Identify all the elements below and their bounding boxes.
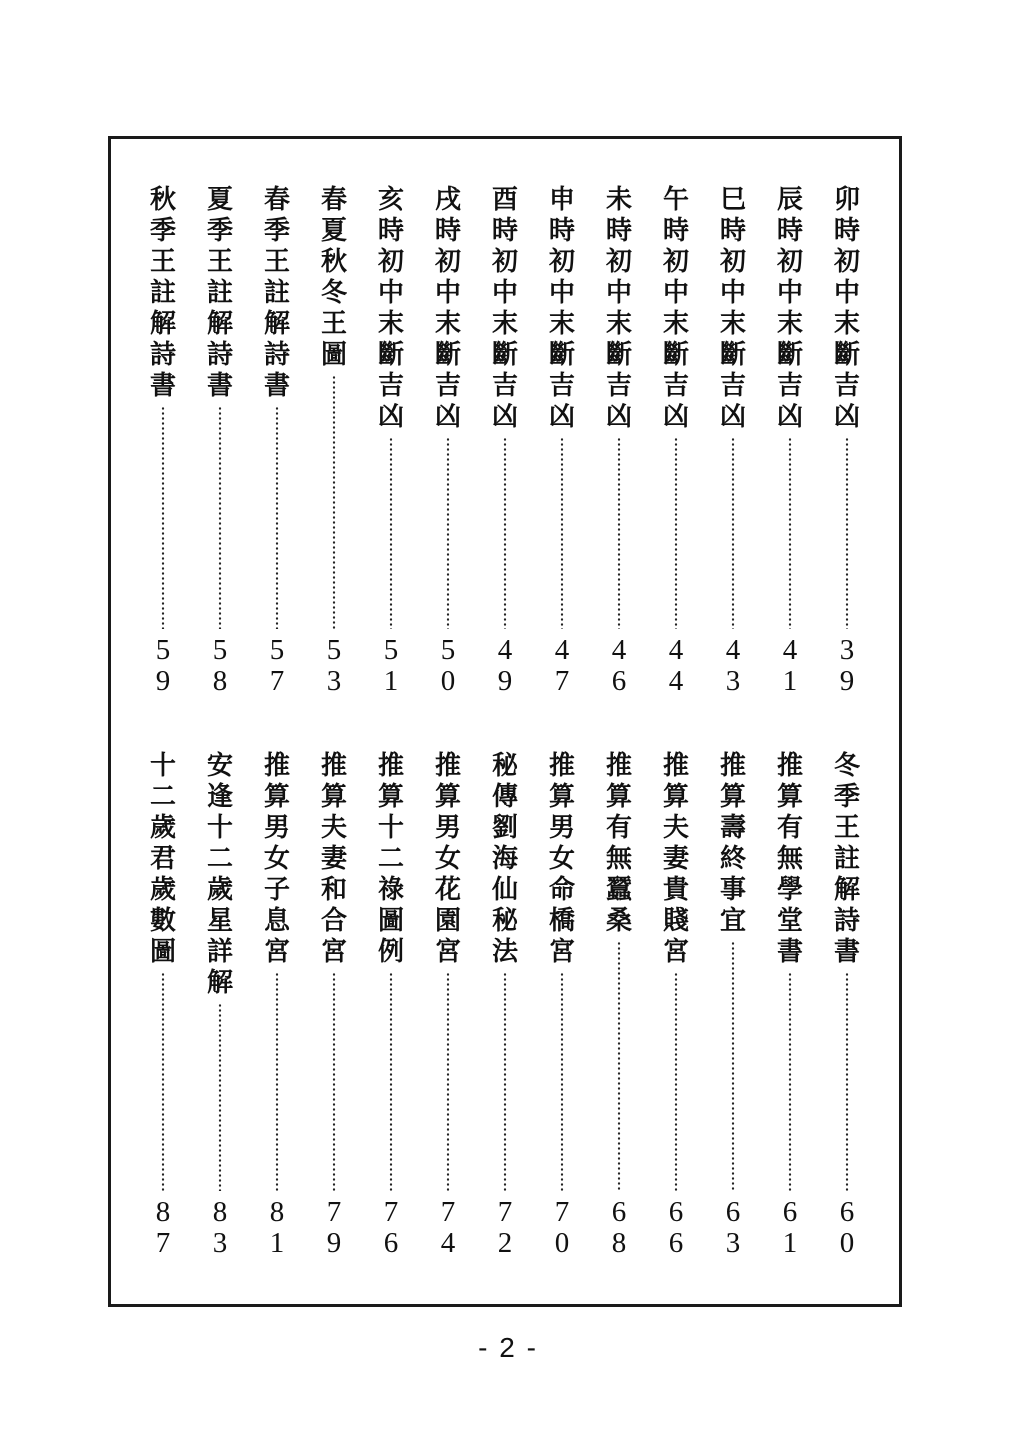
dot-leader <box>845 437 849 629</box>
toc-entry-page: 3 9 <box>839 634 855 697</box>
toc-entry-page: 6 0 <box>839 1196 855 1259</box>
toc-entry[interactable] <box>369 751 413 1259</box>
toc-entry-page: 7 6 <box>383 1196 399 1259</box>
toc-entry-title: 推 算 壽 終 事 宜 <box>719 751 746 936</box>
toc-entry-page: 4 3 <box>725 634 741 697</box>
dot-leader <box>446 972 450 1191</box>
toc-entries-top <box>141 185 869 697</box>
dot-leader <box>275 972 279 1191</box>
toc-entry[interactable] <box>825 185 869 697</box>
toc-entry[interactable] <box>141 185 185 697</box>
dot-leader <box>731 941 735 1191</box>
toc-entry-title: 春 季 王 註 解 詩 書 <box>263 185 290 401</box>
dot-leader <box>788 437 792 629</box>
toc-entry-title: 冬 季 王 註 解 詩 書 <box>833 751 860 967</box>
toc-section-top <box>141 185 869 697</box>
toc-entry-page: 6 3 <box>725 1196 741 1259</box>
toc-entry[interactable] <box>198 185 242 697</box>
toc-entry[interactable] <box>426 751 470 1259</box>
toc-entry-page: 6 1 <box>782 1196 798 1259</box>
toc-entry[interactable] <box>654 185 698 697</box>
toc-entry-page: 7 2 <box>497 1196 513 1259</box>
toc-entry[interactable] <box>483 751 527 1259</box>
toc-entry-title: 推 算 十 二 祿 圖 例 <box>377 751 404 967</box>
toc-entries-bottom <box>141 751 869 1259</box>
toc-entry-page: 4 7 <box>554 634 570 697</box>
toc-entry[interactable] <box>426 185 470 697</box>
dot-leader <box>845 972 849 1191</box>
toc-entry-page: 4 9 <box>497 634 513 697</box>
toc-entry[interactable] <box>825 751 869 1259</box>
toc-entry[interactable] <box>540 185 584 697</box>
page-number: - 2 - <box>478 1332 538 1363</box>
toc-entry-title: 戌 時 初 中 末 斷 吉 凶 <box>434 185 461 432</box>
toc-entry-title: 十 二 歲 君 歲 數 圖 <box>149 751 176 967</box>
dot-leader <box>332 375 336 629</box>
dot-leader <box>161 972 165 1191</box>
toc-entry[interactable] <box>540 751 584 1259</box>
toc-entry-title: 安 逢 十 二 歲 星 詳 解 <box>206 751 233 998</box>
toc-entry-page: 8 3 <box>212 1196 228 1259</box>
dot-leader <box>617 941 621 1191</box>
toc-entry[interactable] <box>312 185 356 697</box>
toc-entry[interactable] <box>255 751 299 1259</box>
toc-entry[interactable] <box>768 751 812 1259</box>
toc-entry-title: 推 算 有 無 學 堂 書 <box>776 751 803 967</box>
toc-entry-page: 4 4 <box>668 634 684 697</box>
toc-entry-title: 推 算 夫 妻 貴 賤 宮 <box>662 751 689 967</box>
toc-entry[interactable] <box>768 185 812 697</box>
dot-leader <box>674 437 678 629</box>
toc-entry-page: 5 3 <box>326 634 342 697</box>
toc-entry[interactable] <box>198 751 242 1259</box>
dot-leader <box>275 406 279 629</box>
toc-entry-title: 亥 時 初 中 末 斷 吉 凶 <box>377 185 404 432</box>
dot-leader <box>218 1003 222 1191</box>
dot-leader <box>446 437 450 629</box>
toc-entry[interactable] <box>141 751 185 1259</box>
dot-leader <box>503 972 507 1191</box>
dot-leader <box>503 437 507 629</box>
toc-entry[interactable] <box>711 185 755 697</box>
dot-leader <box>560 972 564 1191</box>
toc-entry-page: 8 1 <box>269 1196 285 1259</box>
toc-entry-title: 推 算 男 女 花 園 宮 <box>434 751 461 967</box>
toc-entry-title: 巳 時 初 中 末 斷 吉 凶 <box>719 185 746 432</box>
toc-entry-title: 推 算 有 無 蠶 桑 <box>605 751 632 936</box>
toc-entry-page: 5 9 <box>155 634 171 697</box>
toc-entry-page: 4 6 <box>611 634 627 697</box>
toc-entry-page: 5 1 <box>383 634 399 697</box>
toc-entry[interactable] <box>597 185 641 697</box>
dot-leader <box>674 972 678 1191</box>
toc-entry[interactable] <box>255 185 299 697</box>
toc-section-bottom <box>141 751 869 1259</box>
toc-entry-title: 酉 時 初 中 末 斷 吉 凶 <box>491 185 518 432</box>
dot-leader <box>332 972 336 1191</box>
toc-entry-title: 推 算 男 女 子 息 宮 <box>263 751 290 967</box>
toc-entry-title: 秘 傳 劉 海 仙 秘 法 <box>491 751 518 967</box>
toc-entry-page: 4 1 <box>782 634 798 697</box>
toc-entry-page: 5 0 <box>440 634 456 697</box>
toc-entry-page: 7 9 <box>326 1196 342 1259</box>
dot-leader <box>560 437 564 629</box>
toc-entry-page: 7 0 <box>554 1196 570 1259</box>
toc-entry-page: 5 8 <box>212 634 228 697</box>
toc-entry-page: 5 7 <box>269 634 285 697</box>
dot-leader <box>161 406 165 629</box>
toc-entry-title: 辰 時 初 中 末 斷 吉 凶 <box>776 185 803 432</box>
toc-entry-page: 6 8 <box>611 1196 627 1259</box>
toc-entry-title: 申 時 初 中 末 斷 吉 凶 <box>548 185 575 432</box>
dot-leader <box>389 972 393 1191</box>
dot-leader <box>788 972 792 1191</box>
toc-entry-page: 6 6 <box>668 1196 684 1259</box>
toc-entry[interactable] <box>597 751 641 1259</box>
toc-entry-title: 未 時 初 中 末 斷 吉 凶 <box>605 185 632 432</box>
toc-entry[interactable] <box>369 185 413 697</box>
toc-entry-page: 7 4 <box>440 1196 456 1259</box>
toc-entry[interactable] <box>711 751 755 1259</box>
dot-leader <box>389 437 393 629</box>
toc-entry[interactable] <box>483 185 527 697</box>
toc-entry-page: 8 7 <box>155 1196 171 1259</box>
toc-entry[interactable] <box>312 751 356 1259</box>
dot-leader <box>617 437 621 629</box>
toc-entry-title: 推 算 男 女 命 橋 宮 <box>548 751 575 967</box>
toc-entry-title: 推 算 夫 妻 和 合 宮 <box>320 751 347 967</box>
toc-entry-title: 春 夏 秋 冬 王 圖 <box>320 185 347 370</box>
toc-entry-title: 夏 季 王 註 解 詩 書 <box>206 185 233 401</box>
toc-entry-title: 卯 時 初 中 末 斷 吉 凶 <box>833 185 860 432</box>
toc-entry[interactable] <box>654 751 698 1259</box>
toc-entry-title: 午 時 初 中 末 斷 吉 凶 <box>662 185 689 432</box>
dot-leader <box>218 406 222 629</box>
toc-frame <box>108 136 902 1307</box>
toc-entry-title: 秋 季 王 註 解 詩 書 <box>149 185 176 401</box>
dot-leader <box>731 437 735 629</box>
